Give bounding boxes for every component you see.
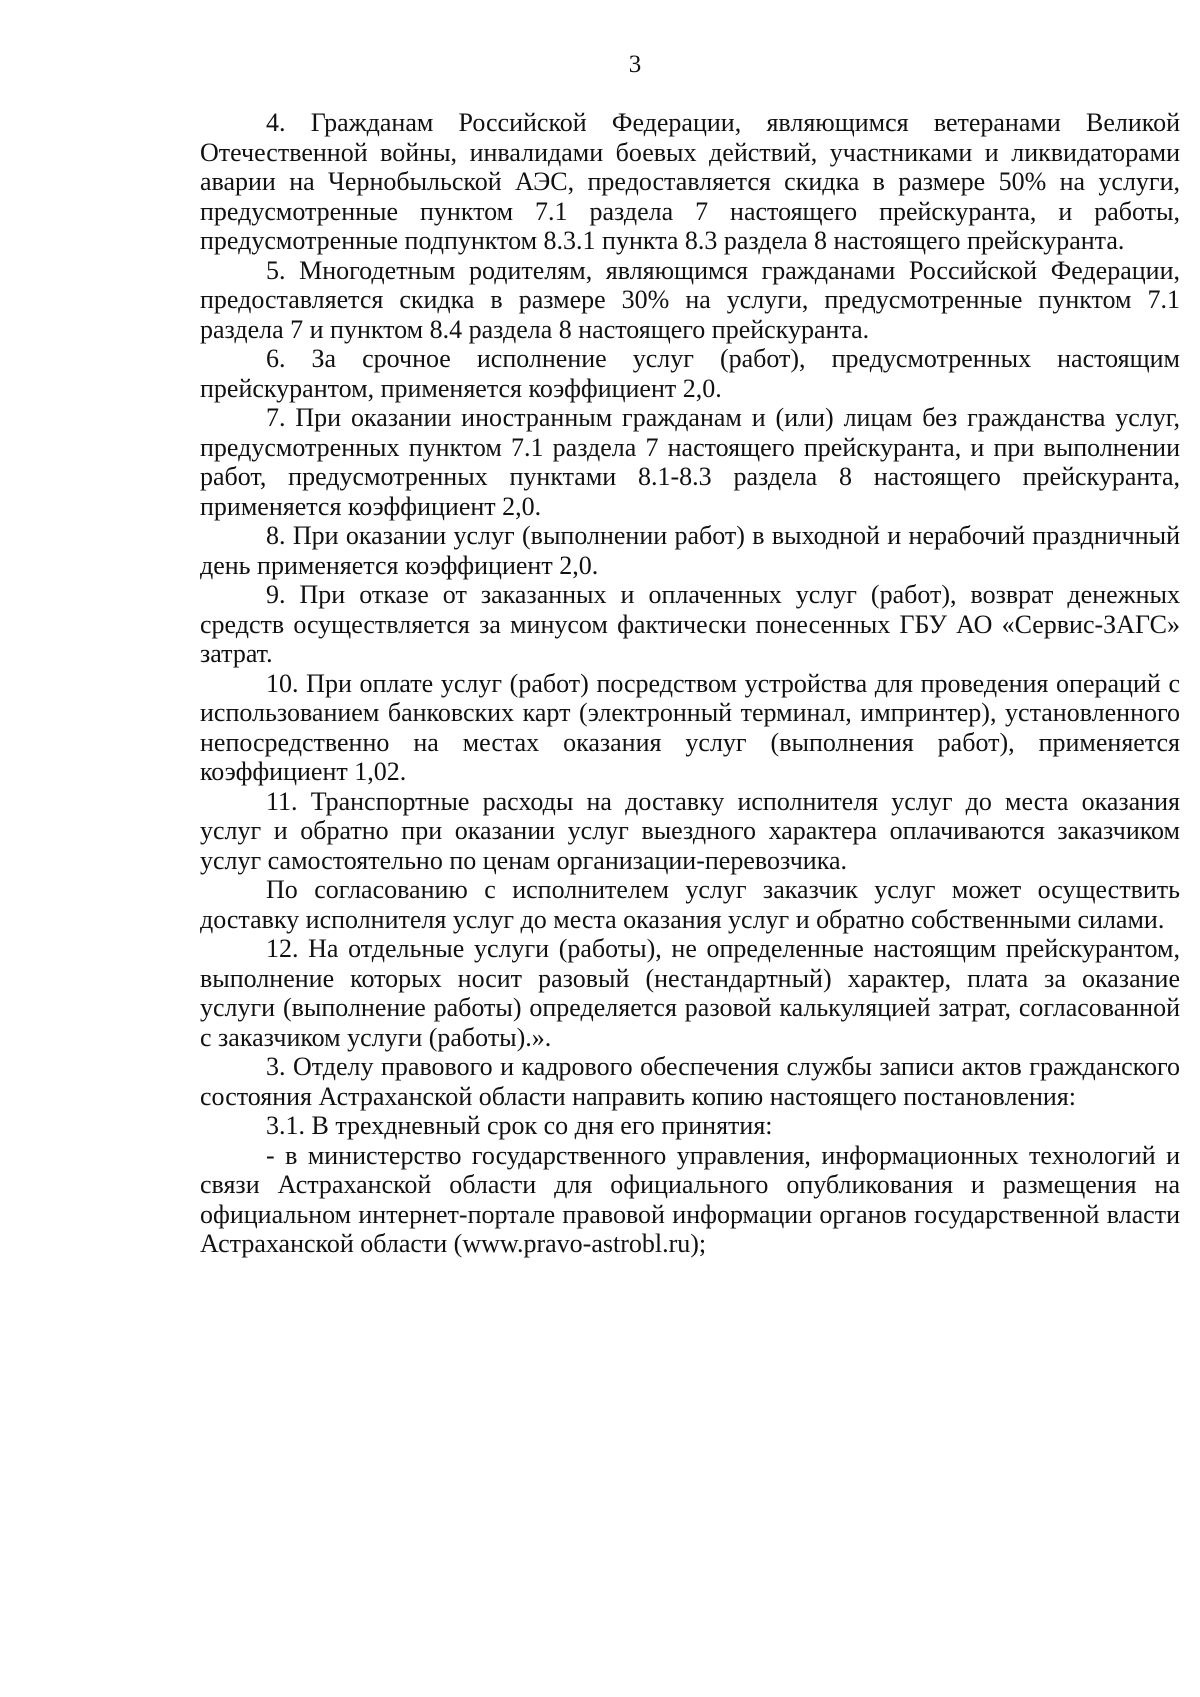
paragraph-clause-3: 3. Отделу правового и кадрового обеспечения службы записи актов гражданского состояния Астраханской области направить копию настоящего постановления:	[200, 1052, 1180, 1111]
document-body	[200, 108, 1180, 1259]
page-number: 3	[628, 51, 642, 78]
paragraph-item-8: 8. При оказании услуг (выполнении работ) в выходной и нерабочий праздничный день применяется коэффициент 2,0.	[200, 521, 1180, 580]
paragraph-item-4: 4. Гражданам Российской Федерации, являющимся ветеранами Великой Отечественной войны, инвалидами боевых действий, участниками и ликвидаторами аварии на Чернобыльской АЭС, предоставляется скидка в размере 50% на услуги, предусмотренные пунктом 7.1 раздела 7 настоящего прейскуранта, и работы, предусмотренные подпунктом 8.3.1 пункта 8.3 раздела 8 настоящего прейскуранта.	[200, 108, 1180, 255]
paragraph-item-5: 5. Многодетным родителям, являющимся гражданами Российской Федерации, предоставляется скидка в размере 30% на услуги, предусмотренные пунктом 7.1 раздела 7 и пунктом 8.4 раздела 8 настоящего прейскуранта.	[200, 255, 1180, 344]
paragraph-item-11: 11. Транспортные расходы на доставку исполнителя услуг до места оказания услуг и обратно при оказании услуг выездного характера оплачиваются заказчиком услуг самостоятельно по ценам организации-перевозчика.	[200, 786, 1180, 875]
paragraph-clause-3-1: 3.1. В трехдневный срок со дня его принятия:	[266, 1111, 773, 1140]
paragraph-item-7: 7. При оказании иностранным гражданам и (или) лицам без гражданства услуг, предусмотренных пунктом 7.1 раздела 7 настоящего прейскуранта, и при выполнении работ, предусмотренных пунктами 8.1-8.3 раздела 8 настоящего прейскуранта, применяется коэффициент 2,0.	[200, 403, 1180, 521]
paragraph-item-10: 10. При оплате услуг (работ) посредством устройства для проведения операций с использованием банковских карт (электронный терминал, импринтер), установленного непосредственно на местах оказания услуг (выполнения работ), применяется коэффициент 1,02.	[200, 668, 1180, 786]
paragraph-clause-3-1-bullet: - в министерство государственного управления, информационных технологий и связи Астраханской области для официального опубликования и размещения на официальном интернет-портале правовой информации органов государственной власти Астраханской области (www.pravo-astrobl.ru);	[200, 1140, 1180, 1258]
paragraph-item-12: 12. На отдельные услуги (работы), не определенные настоящим прейскурантом, выполнение которых носит разовый (нестандартный) характер, плата за оказание услуги (выполнение работы) определяется разовой калькуляцией затрат, согласованной с заказчиком услуги (работы).».	[200, 934, 1180, 1052]
paragraph-item-6: 6. За срочное исполнение услуг (работ), предусмотренных настоящим прейскурантом, применяется коэффициент 2,0.	[200, 344, 1180, 403]
paragraph-item-9: 9. При отказе от заказанных и оплаченных услуг (работ), возврат денежных средств осуществляется за минусом фактически понесенных ГБУ АО «Сервис-ЗАГС» затрат.	[200, 580, 1180, 668]
paragraph-item-11-continuation: По согласованию с исполнителем услуг заказчик услуг может осуществить доставку исполнителя услуг до места оказания услуг и обратно собственными силами.	[200, 875, 1180, 934]
